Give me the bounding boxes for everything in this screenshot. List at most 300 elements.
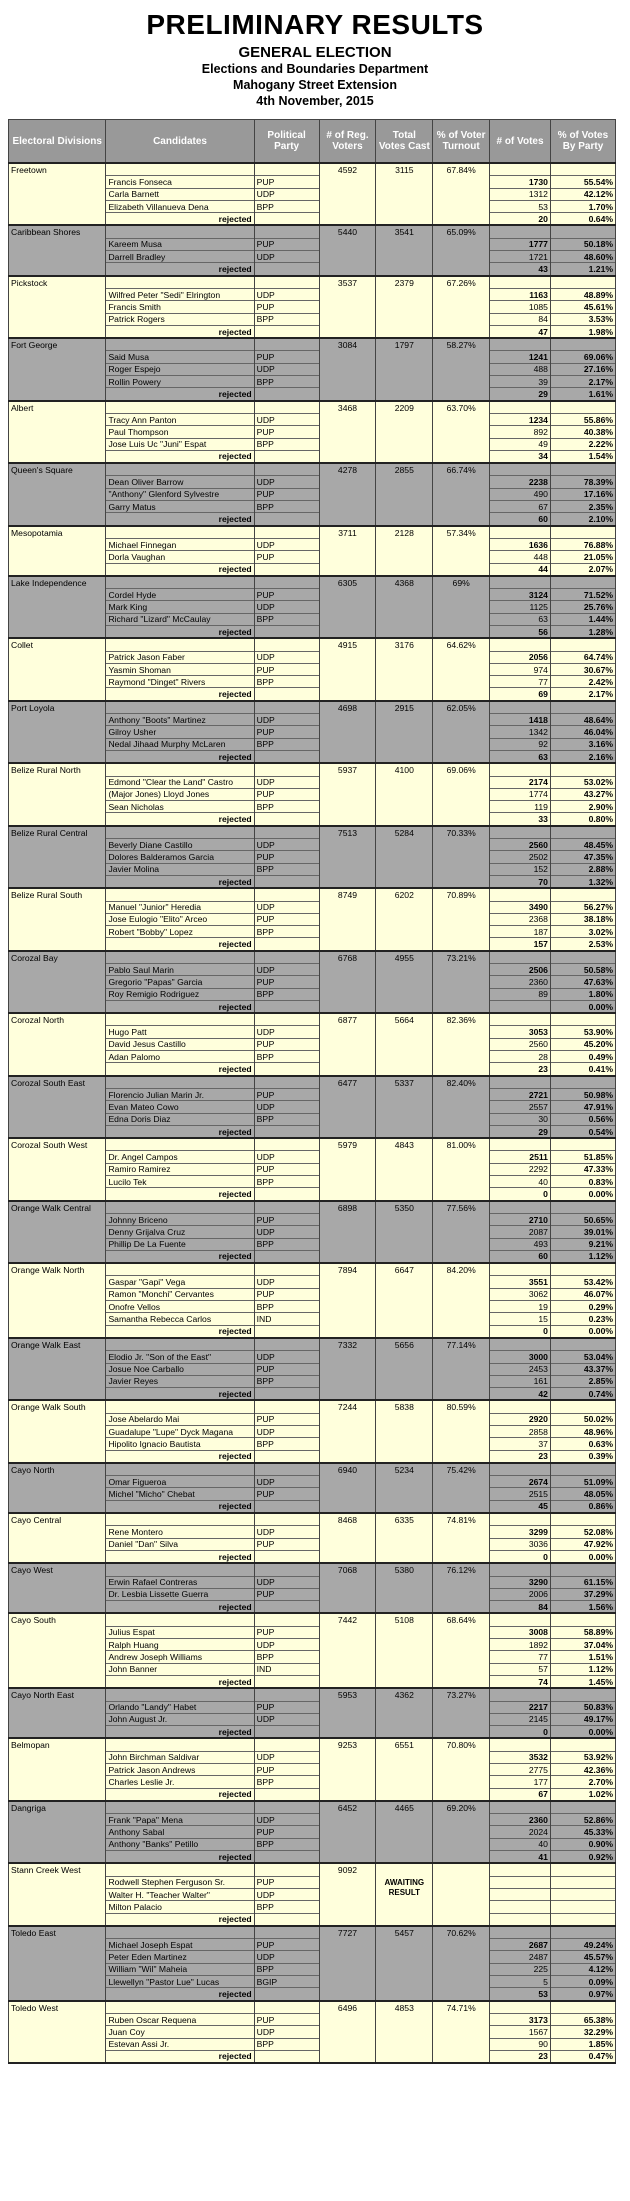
division-cell-empty [9, 301, 106, 313]
turnout-cell-empty [433, 1151, 490, 1163]
candidate-row [9, 2038, 616, 2050]
candidate-party: PUP [254, 351, 319, 363]
candidate-name: Michel "Micho" Chebat [106, 1488, 254, 1500]
reg-voters: 5937 [319, 763, 376, 776]
turnout-cell-empty [433, 1026, 490, 1038]
candidate-votes: 77 [490, 676, 551, 688]
reg-voters: 6898 [319, 1201, 376, 1214]
turnout-cell-empty [433, 1476, 490, 1488]
reg-voters: 4592 [319, 163, 376, 176]
cast-cell-empty [376, 988, 433, 1000]
candidate-cell-empty [106, 701, 254, 714]
turnout-cell-empty [433, 589, 490, 601]
turnout-cell-empty [433, 1639, 490, 1651]
candidate-votes: 2502 [490, 851, 551, 863]
candidate-vote-pct: 47.33% [550, 1163, 615, 1175]
cast-cell-empty [376, 538, 433, 550]
cast-cell-empty [376, 413, 433, 425]
division-cell-empty [9, 538, 106, 550]
rejected-row [9, 1325, 616, 1338]
division-name: Port Loyola [9, 701, 106, 714]
cast-cell-empty [376, 325, 433, 338]
division-header-row [9, 1926, 616, 1939]
rejected-label: rejected [106, 1726, 254, 1739]
candidate-party: PUP [254, 1363, 319, 1375]
reg-cell-empty [319, 976, 376, 988]
division-cell-empty [9, 1776, 106, 1788]
candidate-vote-pct: 38.18% [550, 913, 615, 925]
division-name: Cayo North East [9, 1688, 106, 1701]
rejected-pct: 1.54% [550, 450, 615, 463]
candidate-party: PUP [254, 788, 319, 800]
candidate-vote-pct: 50.98% [550, 1088, 615, 1100]
division-cell-empty [9, 738, 106, 750]
division-name: Collet [9, 638, 106, 651]
rejected-row [9, 1500, 616, 1513]
party-cell-empty [254, 1338, 319, 1351]
rejected-pct: 0.00% [550, 1000, 615, 1013]
turnout-cell-empty [433, 2013, 490, 2025]
candidate-vote-pct: 0.29% [550, 1301, 615, 1313]
turnout-cell-empty [433, 438, 490, 450]
total-votes-cast: 5337 [376, 1076, 433, 1089]
candidate-cell-empty [106, 1076, 254, 1089]
reg-cell-empty [319, 1626, 376, 1638]
reg-cell-empty [319, 688, 376, 701]
cast-cell-empty [376, 1450, 433, 1463]
cast-cell-empty [376, 1901, 433, 1913]
candidate-vote-pct: 47.63% [550, 976, 615, 988]
candidate-row [9, 438, 616, 450]
candidate-name: Lucilo Tek [106, 1176, 254, 1188]
division-cell-empty [9, 1788, 106, 1801]
total-votes-cast: 5108 [376, 1613, 433, 1626]
division-cell-empty [9, 1051, 106, 1063]
cast-cell-empty [376, 2050, 433, 2063]
party-cell-empty [254, 1926, 319, 1939]
candidate-votes: 1567 [490, 2026, 551, 2038]
candidate-votes: 40 [490, 1838, 551, 1850]
division-header-row [9, 1563, 616, 1576]
cast-cell-empty [376, 1088, 433, 1100]
total-votes-cast: 5284 [376, 826, 433, 839]
cast-cell-empty [376, 1051, 433, 1063]
reg-cell-empty [319, 1788, 376, 1801]
turnout-cell-empty [433, 476, 490, 488]
reg-cell-empty [319, 613, 376, 625]
votes-cell-empty [490, 638, 551, 651]
reg-cell-empty [319, 438, 376, 450]
division-cell-empty [9, 1163, 106, 1175]
rejected-label: rejected [106, 563, 254, 576]
party-cell-empty [254, 2001, 319, 2014]
reg-cell-empty [319, 1675, 376, 1688]
cast-cell-empty [376, 238, 433, 250]
reg-cell-empty [319, 913, 376, 925]
candidate-row [9, 1476, 616, 1488]
candidate-row [9, 1876, 616, 1888]
division-name: Toledo West [9, 2001, 106, 2014]
awaiting-result-notice: AWAITING RESULT [376, 1876, 433, 1901]
division-cell-empty [9, 964, 106, 976]
reg-cell-empty [319, 2013, 376, 2025]
reg-cell-empty [319, 863, 376, 875]
candidate-votes: 2674 [490, 1476, 551, 1488]
rejected-votes: 67 [490, 1788, 551, 1801]
turnout-cell-empty [433, 726, 490, 738]
candidate-row [9, 1538, 616, 1550]
party-cell-empty [254, 1788, 319, 1801]
division-cell-empty [9, 438, 106, 450]
candidate-votes: 1234 [490, 413, 551, 425]
party-cell-empty [254, 513, 319, 526]
cast-cell-empty [376, 1713, 433, 1725]
department-name: Elections and Boundaries Department [201, 62, 429, 76]
division-cell-empty [9, 251, 106, 263]
reg-cell-empty [319, 538, 376, 550]
candidate-vote-pct: 51.09% [550, 1476, 615, 1488]
division-cell-empty [9, 1288, 106, 1300]
candidate-vote-pct: 2.42% [550, 676, 615, 688]
candidate-vote-pct: 46.04% [550, 726, 615, 738]
votes-cell-empty [490, 1201, 551, 1214]
candidate-vote-pct: 50.83% [550, 1701, 615, 1713]
candidate-vote-pct: 46.07% [550, 1288, 615, 1300]
reg-cell-empty [319, 501, 376, 513]
division-cell-empty [9, 325, 106, 338]
party-cell-empty [254, 450, 319, 463]
rejected-row [9, 750, 616, 763]
total-votes-cast: 5234 [376, 1463, 433, 1476]
cast-cell-empty [376, 513, 433, 526]
reg-cell-empty [319, 476, 376, 488]
division-cell-empty [9, 688, 106, 701]
reg-cell-empty [319, 376, 376, 388]
candidate-votes: 1721 [490, 251, 551, 263]
party-cell-empty [254, 1400, 319, 1413]
division-cell-empty [9, 1113, 106, 1125]
turnout-cell-empty [433, 738, 490, 750]
division-header-row [9, 2001, 616, 2014]
candidate-party: UDP [254, 363, 319, 375]
candidate-vote-pct: 42.36% [550, 1764, 615, 1776]
candidate-name: Onofre Vellos [106, 1301, 254, 1313]
cast-cell-empty [376, 938, 433, 951]
candidate-party: BPP [254, 313, 319, 325]
division-cell-empty [9, 501, 106, 513]
reg-cell-empty [319, 1639, 376, 1651]
total-votes-cast: 6647 [376, 1263, 433, 1276]
total-votes-cast: 4362 [376, 1688, 433, 1701]
party-cell-empty [254, 1188, 319, 1201]
rejected-label: rejected [106, 938, 254, 951]
rejected-votes [490, 1913, 551, 1926]
turnout-cell-empty [433, 1939, 490, 1951]
voter-turnout: 73.21% [433, 951, 490, 964]
division-cell-empty [9, 450, 106, 463]
candidate-party: BPP [254, 438, 319, 450]
candidate-row [9, 2013, 616, 2025]
candidate-name: Sean Nicholas [106, 801, 254, 813]
turnout-cell-empty [433, 1651, 490, 1663]
votes-cell-empty [490, 763, 551, 776]
cast-cell-empty [376, 1576, 433, 1588]
candidate-cell-empty [106, 638, 254, 651]
cast-cell-empty [376, 388, 433, 401]
rejected-votes: 69 [490, 688, 551, 701]
candidate-votes: 49 [490, 438, 551, 450]
rejected-votes: 23 [490, 2050, 551, 2063]
division-cell-empty [9, 1663, 106, 1675]
rejected-pct: 0.00% [550, 1550, 615, 1563]
division-cell-empty [9, 801, 106, 813]
division-cell-empty [9, 200, 106, 212]
reg-cell-empty [319, 663, 376, 675]
rejected-label: rejected [106, 625, 254, 638]
candidate-party: UDP [254, 901, 319, 913]
candidate-row [9, 676, 616, 688]
division-cell-empty [9, 1026, 106, 1038]
total-votes-cast: 5664 [376, 1013, 433, 1026]
reg-cell-empty [319, 1488, 376, 1500]
candidate-row [9, 776, 616, 788]
candidate-party: UDP [254, 1226, 319, 1238]
candidate-row [9, 188, 616, 200]
candidate-name: Walter H. "Teacher Walter" [106, 1888, 254, 1900]
cast-cell-empty [376, 1538, 433, 1550]
rejected-row [9, 450, 616, 463]
turnout-cell-empty [433, 663, 490, 675]
rejected-row [9, 213, 616, 226]
candidate-votes: 2687 [490, 1939, 551, 1951]
turnout-cell-empty [433, 1388, 490, 1401]
rejected-label: rejected [106, 2050, 254, 2063]
candidate-name: Edmond "Clear the Land" Castro [106, 776, 254, 788]
turnout-cell-empty [433, 1113, 490, 1125]
rejected-row [9, 1726, 616, 1739]
party-cell-empty [254, 1013, 319, 1026]
rejected-label: rejected [106, 213, 254, 226]
candidate-party: PUP [254, 1413, 319, 1425]
cast-cell-empty [376, 376, 433, 388]
candidate-row [9, 988, 616, 1000]
division-cell-empty [9, 1526, 106, 1538]
pct-cell-empty [550, 1338, 615, 1351]
cast-cell-empty [376, 788, 433, 800]
cast-cell-empty [376, 1588, 433, 1600]
division-header-row [9, 1076, 616, 1089]
cast-cell-empty [376, 2013, 433, 2025]
voter-turnout: 77.56% [433, 1201, 490, 1214]
candidate-vote-pct: 32.29% [550, 2026, 615, 2038]
rejected-label: rejected [106, 1913, 254, 1926]
party-cell-empty [254, 1500, 319, 1513]
candidate-name: Robert "Bobby" Lopez [106, 926, 254, 938]
party-cell-empty [254, 1675, 319, 1688]
turnout-cell-empty [433, 625, 490, 638]
votes-cell-empty [490, 2001, 551, 2014]
reg-cell-empty [319, 2026, 376, 2038]
division-header-row [9, 1138, 616, 1151]
voter-turnout: 82.36% [433, 1013, 490, 1026]
party-cell-empty [254, 763, 319, 776]
division-cell-empty [9, 388, 106, 401]
candidate-name: Rodwell Stephen Ferguson Sr. [106, 1876, 254, 1888]
candidate-vote-pct: 21.05% [550, 551, 615, 563]
candidate-votes: 2238 [490, 476, 551, 488]
rejected-label: rejected [106, 1675, 254, 1688]
candidate-name: Garry Matus [106, 501, 254, 513]
candidate-vote-pct: 61.15% [550, 1576, 615, 1588]
candidate-party: UDP [254, 714, 319, 726]
candidate-row [9, 1438, 616, 1450]
reg-cell-empty [319, 1088, 376, 1100]
candidate-row [9, 413, 616, 425]
candidate-party: BPP [254, 1776, 319, 1788]
pct-cell-empty [550, 1926, 615, 1939]
candidate-votes: 2775 [490, 1764, 551, 1776]
reg-cell-empty [319, 1663, 376, 1675]
candidate-cell-empty [106, 526, 254, 539]
rejected-label: rejected [106, 1500, 254, 1513]
cast-cell-empty [376, 1301, 433, 1313]
candidate-row [9, 200, 616, 212]
cast-cell-empty [376, 1913, 433, 1926]
rejected-row [9, 563, 616, 576]
rejected-row [9, 1450, 616, 1463]
candidate-cell-empty [106, 1138, 254, 1151]
candidate-row [9, 601, 616, 613]
rejected-pct: 0.00% [550, 1325, 615, 1338]
rejected-row [9, 813, 616, 826]
cast-cell-empty [376, 501, 433, 513]
candidate-votes: 15 [490, 1313, 551, 1325]
pct-cell-empty [550, 276, 615, 289]
reg-cell-empty [319, 1776, 376, 1788]
votes-cell-empty [490, 1738, 551, 1751]
candidate-vote-pct: 2.35% [550, 501, 615, 513]
total-votes-cast: 4843 [376, 1138, 433, 1151]
division-cell-empty [9, 1488, 106, 1500]
reg-cell-empty [319, 726, 376, 738]
rejected-votes: 0 [490, 1188, 551, 1201]
candidate-party: PUP [254, 976, 319, 988]
reg-cell-empty [319, 926, 376, 938]
cast-cell-empty [376, 1701, 433, 1713]
cast-cell-empty [376, 1425, 433, 1437]
candidate-name: Gaspar "Gapi" Vega [106, 1276, 254, 1288]
candidate-name: Paul Thompson [106, 426, 254, 438]
party-cell-empty [254, 1201, 319, 1214]
division-name: Caribbean Shores [9, 225, 106, 238]
rejected-row [9, 688, 616, 701]
cast-cell-empty [376, 426, 433, 438]
candidate-name: Dean Oliver Barrow [106, 476, 254, 488]
candidate-votes: 3062 [490, 1288, 551, 1300]
rejected-pct: 1.12% [550, 1250, 615, 1263]
candidate-party: PUP [254, 176, 319, 188]
reg-voters: 8468 [319, 1513, 376, 1526]
candidate-name: Johnny Briceno [106, 1213, 254, 1225]
candidate-vote-pct: 39.01% [550, 1226, 615, 1238]
candidate-name: Samantha Rebecca Carlos [106, 1313, 254, 1325]
candidate-votes: 30 [490, 1113, 551, 1125]
candidate-vote-pct: 55.86% [550, 413, 615, 425]
rejected-row [9, 388, 616, 401]
rejected-label: rejected [106, 1250, 254, 1263]
division-header-row [9, 1513, 616, 1526]
candidate-cell-empty [106, 401, 254, 414]
candidate-votes: 28 [490, 1051, 551, 1063]
cast-cell-empty [376, 188, 433, 200]
division-cell-empty [9, 1226, 106, 1238]
candidate-name: Anthony "Boots" Martinez [106, 714, 254, 726]
rejected-votes: 0 [490, 1726, 551, 1739]
candidate-party: UDP [254, 288, 319, 300]
division-cell-empty [9, 938, 106, 951]
cast-cell-empty [376, 1764, 433, 1776]
rejected-pct [550, 1913, 615, 1926]
candidate-name: Kareem Musa [106, 238, 254, 250]
total-votes-cast: 2855 [376, 463, 433, 476]
division-header-row [9, 1338, 616, 1351]
party-cell-empty [254, 225, 319, 238]
party-cell-empty [254, 1688, 319, 1701]
division-cell-empty [9, 476, 106, 488]
col-header-reg-voters: # of Reg. Voters [319, 120, 376, 164]
turnout-cell-empty [433, 1226, 490, 1238]
rejected-votes: 70 [490, 875, 551, 888]
total-votes-cast: 2209 [376, 401, 433, 414]
candidate-party: PUP [254, 1826, 319, 1838]
rejected-row [9, 875, 616, 888]
voter-turnout: 77.14% [433, 1338, 490, 1351]
cast-cell-empty [376, 1751, 433, 1763]
votes-cell-empty [490, 526, 551, 539]
candidate-vote-pct: 71.52% [550, 589, 615, 601]
turnout-cell-empty [433, 1000, 490, 1013]
candidate-party: UDP [254, 601, 319, 613]
reg-voters: 6496 [319, 2001, 376, 2014]
candidate-party: UDP [254, 1951, 319, 1963]
candidate-vote-pct: 17.16% [550, 488, 615, 500]
rejected-row [9, 1063, 616, 1076]
reg-cell-empty [319, 1826, 376, 1838]
turnout-cell-empty [433, 1851, 490, 1864]
cast-cell-empty [376, 875, 433, 888]
division-name: Lake Independence [9, 576, 106, 589]
cast-cell-empty [376, 601, 433, 613]
cast-cell-empty [376, 863, 433, 875]
candidate-votes: 2858 [490, 1425, 551, 1437]
candidate-votes: 1125 [490, 601, 551, 613]
candidate-row [9, 1701, 616, 1713]
candidate-votes: 2006 [490, 1588, 551, 1600]
results-table [8, 119, 616, 2064]
turnout-cell-empty [433, 1776, 490, 1788]
candidate-row [9, 913, 616, 925]
turnout-cell-empty [433, 1301, 490, 1313]
voter-turnout: 82.40% [433, 1076, 490, 1089]
turnout-cell-empty [433, 1038, 490, 1050]
voter-turnout: 67.84% [433, 163, 490, 176]
division-name: Fort George [9, 338, 106, 351]
reg-cell-empty [319, 313, 376, 325]
division-cell-empty [9, 1388, 106, 1401]
cast-cell-empty [376, 1238, 433, 1250]
candidate-row [9, 1213, 616, 1225]
candidate-name: Dolores Balderamos Garcia [106, 851, 254, 863]
